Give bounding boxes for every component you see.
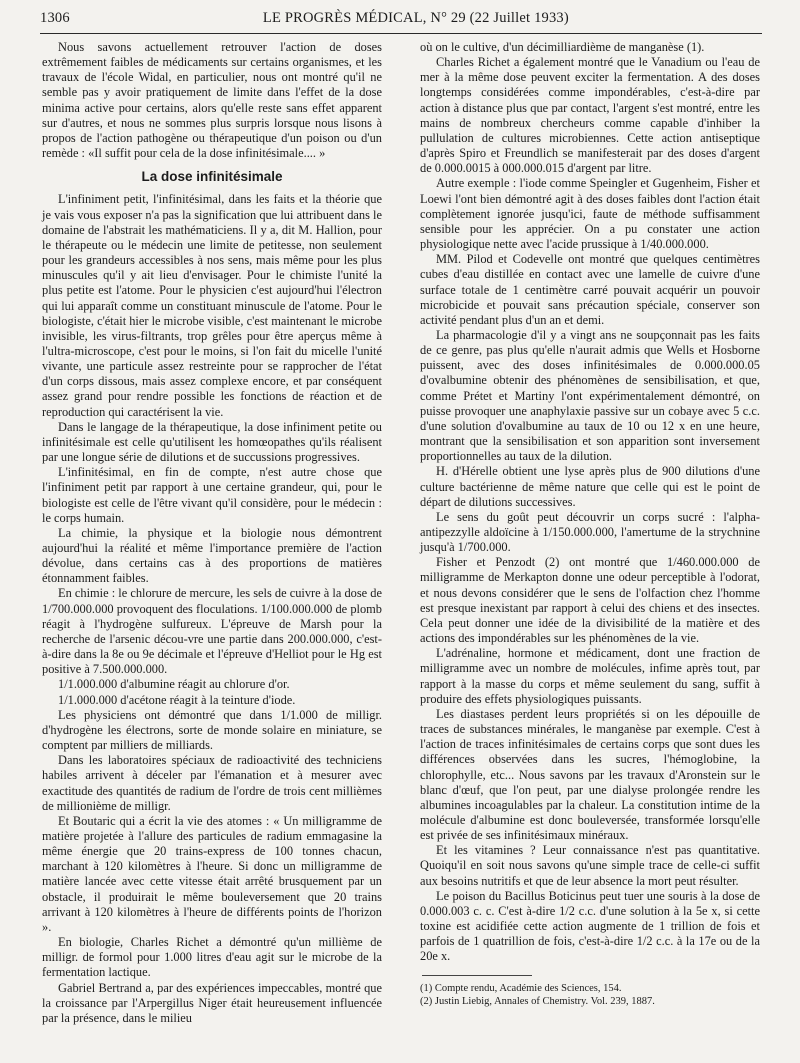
paragraph: En chimie : le chlorure de mercure, les sels de cuivre à la dose de 1/700.000.000 provoquent des floculations. 1/100.000.000 de plomb réagit à l'hydrogène sulfureux. L'épreuve de Marsh pour la recherche de l'arsenic décou-vre une partie dans 200.000.000, c'est-à-dire dans la 8e ou 9e décimale et l'épreuve d'Helliot pour le Hg est positive à 7.500.000.000. [42, 586, 382, 677]
section-title: La dose infinitésimale [141, 169, 283, 185]
running-title: LE PROGRÈS MÉDICAL, N° 29 (22 Juillet 1933) [262, 10, 569, 26]
paragraph: Nous savons actuellement retrouver l'action de doses extrêmement faibles de médicaments sur certains organismes, et les travaux de l'école Widal, en particulier, nous ont montré qu'il ne semble pas y avoir pratiquement de limite dans l'effet de la dose minima active pour certains, alors qu'elle reste sans effet apparent sur d'autres, et nous ne sommes plus surpris lorsque nous lisons à propos de l'action pathogène ou thérapeutique d'un poison ou d'un remède : «Il suffit pour cela de la dose infinitésimale.... » [42, 40, 382, 161]
paragraph: Gabriel Bertrand a, par des expériences impeccables, montré que la croissance par l'Arpergillus Niger était heureusement influencée par la présence, dans le milieu [42, 980, 382, 1025]
paragraph: En biologie, Charles Richet a démontré qu'un millième de milligr. de formol pour 1.000 litres d'eau agit sur le microbe de la fermentation lactique. [42, 935, 382, 980]
paragraph: La pharmacologie d'il y a vingt ans ne soupçonnait pas les faits de ce genre, pas plus qu'elle n'aurait admis que Wells et Hosborne puissent, avec des doses infinitésimales de 0.000.000.05 d'ovalbumine obtenir des phénomènes de sensibilisation, et que, comme Prétet et Martiny l'ont expérimentalement démontré, on puisse provoquer une anaphylaxie passive sur un cobaye avec 5 c.c. d'une solution d'ovalbumine au taux de 10 ou 12 x en une heure, montrant que la sensibilisation et son apparition sont inversement proportionnelles au taux de la dilution. [420, 327, 760, 464]
paragraph: Et Boutaric qui a écrit la vie des atomes : « Un milligramme de matière projetée à l'allure des particules de radium emmagasine la même énergie que 20 trains-express de 100 tonnes chacun, marchant à 120 kilomètres à l'heure. Si donc un milligramme de matière lancée avec cette vitesse était arrêté brusquement par un obstacle, il produirait le même bouleversement que 20 trains arrivant à 120 kilomètres à l'heure de différents points de l'horizon ». [42, 813, 382, 934]
paragraph: Les diastases perdent leurs propriétés si on les dépouille de traces de substances minérales, le manganèse par exemple. C'est à l'action de traces infinitésimales de certains corps que sont dues les différences observées dans les sucres, l'hémoglobine, la chlorophylle, etc... Nous savons par les travaux d'Aronstein sur le blanc d'œuf, que l'on peut, par une dialyse prolongée rendre les albumines incoagulables par la chaleur. La constitution intime de la molécule d'albumine est donc bouleversée, transformée lorsqu'elle est privée de ses infinitésimaux minéraux. [420, 706, 760, 843]
paragraph: MM. Pilod et Codevelle ont montré que quelques centimètres cubes d'eau distillée en contact avec une lamelle de cuivre d'une surface totale de 1 centimètre carré pouvait acquérir un pouvoir microbicide et pouvait sans précaution spéciale, conserver son activité pendant plus d'un an et demi. [420, 252, 760, 327]
paragraph: L'infinitésimal, en fin de compte, n'est autre chose que l'infiniment petit par rapport à une certaine grandeur, qui, pour le biologiste est celle de l'être vivant qu'il considère, pour le médecin : le corps humain. [42, 465, 382, 525]
paragraph: Dans le langage de la thérapeutique, la dose infiniment petite ou infinitésimale est celle qu'utilisent les homœopathes qu'ils réalisent par une longue série de dilutions et de succussions progressives. [42, 419, 382, 465]
paragraph: Les physiciens ont démontré que dans 1/1.000 de milligr. d'hydrogène les électrons, sorte de monde solaire en miniature, se comptent par milliers de milliards. [42, 707, 382, 753]
paragraph: Fisher et Penzodt (2) ont montré que 1/460.000.000 de milligramme de Merkapton donne une odeur perceptible à l'odorat, et nous devons considérer que le sens de l'olfaction chez l'homme est presque inexistant par rapport à celui des chiens et des insectes. Cela peut donner une idée de la divisibilité de la matière et des actions des impondérables sur les phénomènes de la vie. [420, 555, 760, 646]
page-header [40, 10, 762, 30]
right-column [420, 40, 760, 1008]
page-number: 1306 [40, 10, 70, 26]
paragraph: Dans les laboratoires spéciaux de radioactivité des techniciens habiles arrivent à déceler par l'émanation et à mesurer avec exactitude des quantités de radium de l'ordre de trois cent millièmes de millionième de milligr. [42, 753, 382, 813]
footnote-rule [422, 975, 532, 976]
paragraph: Autre exemple : l'iode comme Speingler et Gugenheim, Fisher et Loewi l'ont bien démontré agit à des doses faibles dont l'action était complètement ignorée jusqu'ici, faute de méthode suffisamment sensible pour les apprécier. On a pu constater une action physiologique nette avec l'acide prussique à 1/40.000.000. [420, 176, 760, 252]
paragraph: 1/1.000.000 d'acétone réagit à la teinture d'iode. [58, 692, 296, 707]
header-rule [40, 33, 762, 34]
footnote: (2) Justin Liebig, Annales of Chemistry. Vol. 239, 1887. [420, 995, 655, 1007]
paragraph: L'adrénaline, hormone et médicament, dont une fraction de milligramme avec un nombre de molécules, infime après tout, par rapport à la masse du corps et même seulement du sang, suffit à produire des effets physiologiques puissants. [420, 646, 760, 706]
paragraph: Charles Richet a également montré que le Vanadium ou l'eau de mer à la même dose peuvent exciter la fermentation. A des doses longtemps considérées comme impondérables, c'est-à-dire par action à distance plus que par contact, l'argent s'est montré, entre les mains de nombreux chercheurs comme capable d'inhiber la pullulation de cultures microbiennes. Cette action antiseptique d'après Spiro et Freundlich se manifesterait par des doses d'argent de 0.000.0015 à 000.000.015 d'argent par litre. [420, 55, 760, 176]
left-column [42, 40, 382, 1026]
footnote: (1) Compte rendu, Académie des Sciences, 154. [420, 982, 622, 994]
paragraph: Et les vitamines ? Leur connaissance n'est pas quantitative. Quoiqu'il en soit nous savons qu'une simple trace de celle-ci suffit aux besoins nutritifs et que de leur absence la mort peut résulter. [420, 843, 760, 888]
paragraph: où on le cultive, d'un décimilliardième de manganèse (1). [420, 40, 705, 54]
paragraph: La chimie, la physique et la biologie nous démontrent aujourd'hui la réalité et même l'importance première de l'action dévolue, dans certains cas à des proportions de matières étonnamment faibles. [42, 525, 382, 586]
paragraph: 1/1.000.000 d'albumine réagit au chlorure d'or. [58, 677, 290, 692]
paragraph: Le poison du Bacillus Boticinus peut tuer une souris à la dose de 0.000.003 c. c. C'est à-dire 1/2 c.c. d'une solution à la 5e x, si cette toxine est acidifiée cette action augmente de 1 trillion de fois et parfois de 1 quatrillion de fois, c'est-à-dire 1/2 c.c. à la 17e ou de la 20e x. [420, 888, 760, 964]
paragraph: H. d'Hérelle obtient une lyse après plus de 900 dilutions d'une culture bactérienne de même nature que celle qui est le point de départ de dilutions successives. [420, 464, 760, 509]
paragraph: Le sens du goût peut découvrir un corps sucré : l'alpha-antipezzylle aldoïcine à 1/150.000.000, l'amertume de la strychnine jusqu'à 1/700.000. [420, 509, 760, 555]
paragraph: L'infiniment petit, l'infinitésimal, dans les faits et la théorie que je vais vous exposer n'a pas la signification que lui attribuent dans le domaine de l'abstrait les mathématiciens. Il y a, dit M. Hallion, pour le thérapeute ou le médecin une limite de petitesse, non seulement pour les grandeurs accessibles à nos sens, mais même pour les plus minuscules qu'il y ait lieu d'envisager. Pour le chimiste l'unité la plus petite est l'atome. Pour le physicien c'est aujourd'hui l'électron qui lui apparaît comme un constituant minuscule de l'atome. Pour le biologiste, c'était hier le microbe visible, c'est maintenant le microbe invisible, les virus-filtrants, trop grêles pour être aperçus même à l'ultra-microscope, c'est pour le moins, si l'on fait du micelle l'unité vivante, une particule assez restreinte pour se rapprocher de l'état d'un corps dissous, mais assez complexe encore, et par conséquent assez grand pour rendre possible les fonctions de réaction et de reproduction qui caractérisent la vie. [42, 192, 382, 419]
